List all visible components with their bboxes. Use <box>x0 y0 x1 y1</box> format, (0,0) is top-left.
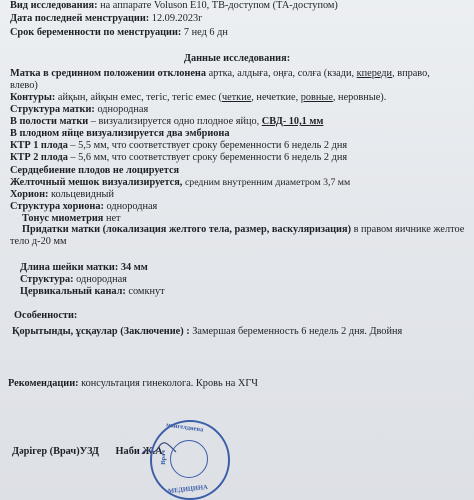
recommendation-line: Рекомендации: консультация гинеколога. Кровь на ХГЧ <box>8 378 258 389</box>
cervical-canal-line: Цервикальный канал: сомкнут <box>20 286 165 297</box>
adnexa-line-2: тело д-20 мм <box>10 236 67 247</box>
stamp <box>150 420 230 500</box>
ktr2-line: КТР 2 плода – 5,6 мм, что соответствует сроку беременности 6 недель 2 дня <box>10 152 348 163</box>
heartbeat-line: Сердцебиение плодов не лоцируется <box>10 165 180 176</box>
doctor-line: Дәрігер (Врач)УЗД Наби Ж.А <box>12 446 163 457</box>
stamp-text-left: Врач <box>159 450 167 465</box>
conclusion-line: Қорытынды, ұсқаулар (Заключение) : Замершая беременность 6 недель 2 дня. Двойня <box>12 326 403 337</box>
cervix-length-line: Длина шейки матки: 34 мм <box>20 262 148 273</box>
last-period-line: Дата последней менструации: 12.09.2023г <box>10 13 203 24</box>
adnexa-line: Придатки матки (локализация желтого тела, размер, васкуляризация) в правом яичнике желтое <box>22 224 465 235</box>
uterus-structure-line: Структура матки: однородная <box>10 104 149 115</box>
uterus-position-line: Матка в срединном положении отклонена артка, алдыға, оңға, солға (кзади, кпереди, вправо, <box>10 68 430 79</box>
tonus-line: Тонус миометрия нет <box>22 213 121 224</box>
chorion-line: Хорион: кольцевидный <box>10 189 114 200</box>
section-title: Данные исследования: <box>183 53 291 64</box>
contour-line: Контуры: айқын, айқын емес, тегіс, тегіс емес (четкие, нечеткие, ровные, неровные). <box>10 92 387 103</box>
stamp-text-bottom: МЕДИЦИНА <box>167 483 209 496</box>
uterus-position-line-2: влево) <box>10 80 38 91</box>
yolk-sac-line: Желточный мешок визуализируется, средним внутренним диаметром 3,7 мм <box>10 177 351 188</box>
ktr1-line: КТР 1 плода – 5,5 мм, что соответствует сроку беременности 6 недель 2 дня <box>10 140 348 151</box>
chorion-structure-line: Структура хориона: однородная <box>10 201 158 212</box>
stamp-text-top: мангелдиева <box>165 421 204 434</box>
exam-type-line: Вид исследования: на аппарате Voluson E10, ТВ-доступом (ТА-доступом) <box>10 0 338 11</box>
features-label: Особенности: <box>14 310 78 321</box>
cervix-structure-line: Структура: однородная <box>20 274 127 285</box>
cavity-line: В полости матки – визуализируется одно плодное яйцо, СВД- 10,1 мм <box>10 116 324 127</box>
embryos-line: В плодном яйце визуализируется два эмбриона <box>10 128 230 139</box>
gestation-line: Срок беременности по менструации: 7 нед 6 дн <box>10 27 228 38</box>
stamp-inner-ring <box>170 440 208 478</box>
